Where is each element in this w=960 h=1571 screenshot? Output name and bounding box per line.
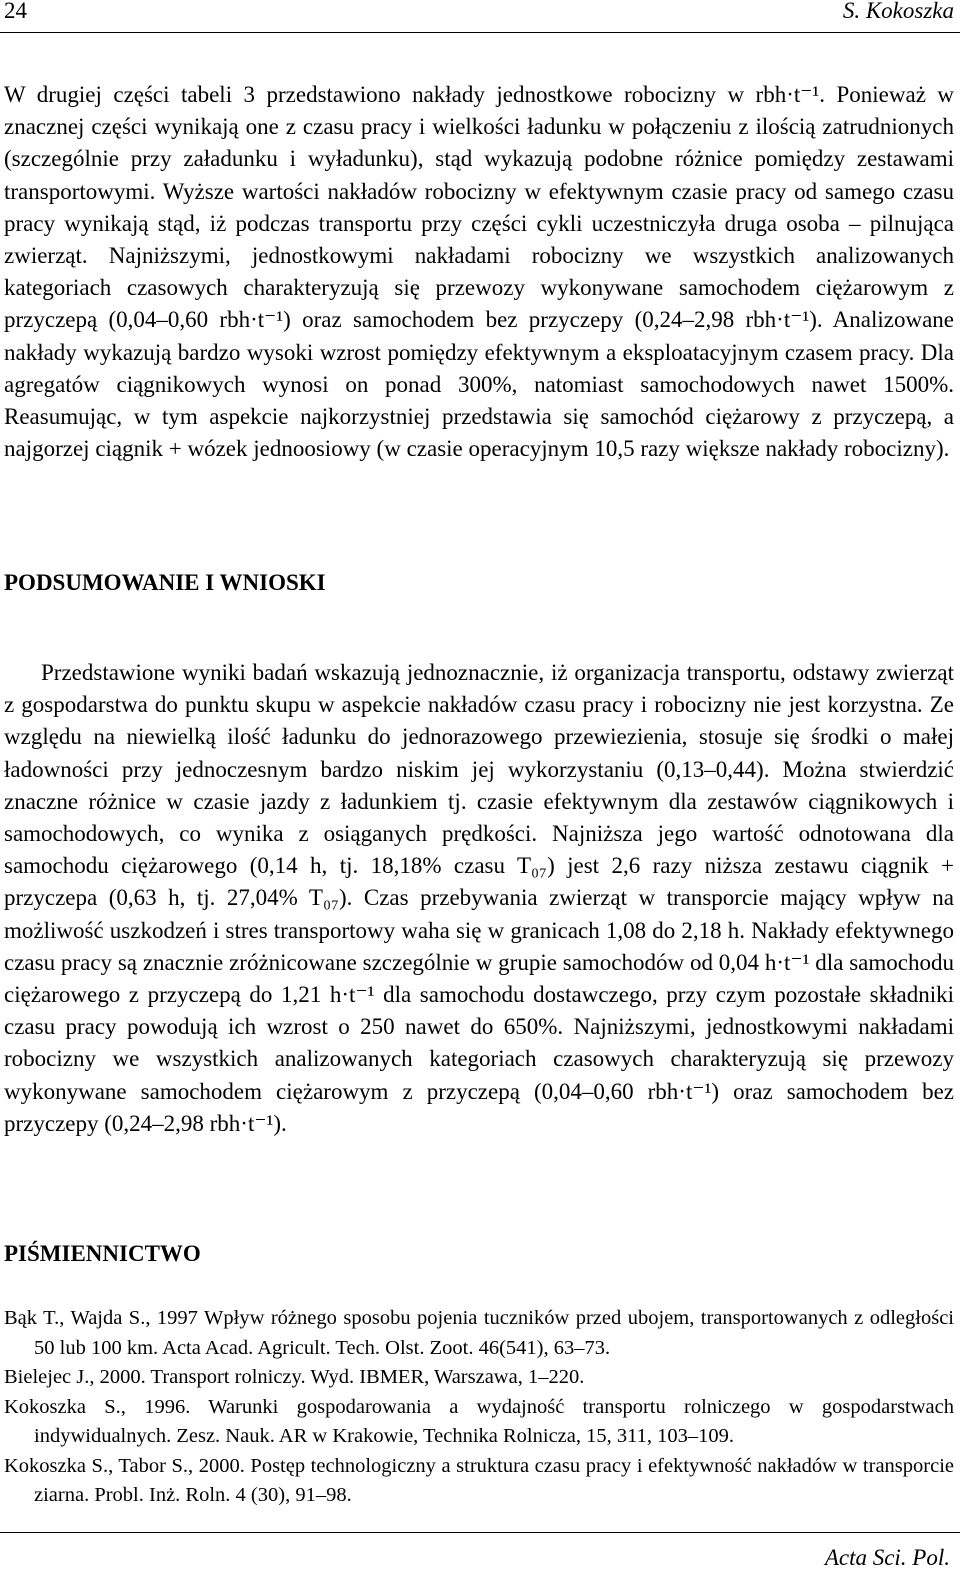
section-heading-references: PIŚMIENNICTWO (4, 1241, 201, 1266)
reference-item: Bielejec J., 2000. Transport rolniczy. Wyd. IBMER, Warszawa, 1–220. (4, 1366, 585, 1388)
page-number: 24 (4, 0, 27, 23)
body-paragraph-conclusions: Przedstawione wyniki badań wskazują jednoznacznie, iż organizacja transportu, odstawy zwierząt z gospodarstwa do punktu skupu w aspekcie nakładów czasu pracy i robocizny nie jest korzystna. Ze względu na niewielką ilość ładunku do jednorazowego przewiezienia, stosuje się środki o małej ładowności przy jednoczesnym bardzo niskim jej wykorzystaniu (0,13–0,44). Można stwierdzić znaczne różnice w czasie jazdy z ładunkiem tj. czasie efektywnym dla zestawów ciągnikowych i samochodowych, co wynika z osiąganych prędkości. Najniższa jego wartość odnotowana dla samochodu ciężarowego (0,14 h, tj. 18,18% czasu T₀₇) jest 2,6 razy niższa zestawu ciągnik + przyczepa (0,63 h, tj. 27,04% T₀₇). Czas przebywania zwierząt w transporcie mający wpływ na możliwość uszkodzeń i stres transportowy waha się w granicach 1,08 do 2,18 h. Nakłady efektywnego czasu pracy są znacznie zróżnicowane szczególnie w grupie samochodów od 0,04 h·t⁻¹ dla samochodu ciężarowego z przyczepą do 1,21 h·t⁻¹ dla samochodu dostawczego, przy czym pozostałe składniki czasu pracy powodują ich wzrost o 250 nawet do 650%. Najniższymi, jednostkowymi nakładami robocizny we wszystkich analizowanych kategoriach czasowych charakteryzują się przewozy wykonywane samochodem ciężarowym z przyczepą (0,04–0,60 rbh·t⁻¹) oraz samochodem bez przyczepy (0,24–2,98 rbh·t⁻¹). (4, 660, 954, 1136)
reference-list (4, 1304, 954, 1511)
running-head-author: S. Kokoszka (842, 0, 954, 23)
section-heading-conclusions: PODSUMOWANIE I WNIOSKI (4, 570, 326, 595)
reference-item: Bąk T., Wajda S., 1997 Wpływ różnego sposobu pojenia tuczników przed ubojem, transportowanych z odległości 50 lub 100 km. Acta Acad. Agricult. Tech. Olst. Zoot. 46(541), 63–73. (4, 1307, 954, 1359)
header-rule (0, 32, 960, 33)
footer-rule (0, 1532, 960, 1533)
reference-item: Kokoszka S., Tabor S., 2000. Postęp technologiczny a struktura czasu pracy i efektywność nakładów w transporcie ziarna. Probl. Inż. Roln. 4 (30), 91–98. (4, 1454, 954, 1506)
reference-item: Kokoszka S., 1996. Warunki gospodarowania a wydajność transportu rolniczego w gospodarstwach indywidualnych. Zesz. Nauk. AR w Krakowie, Technika Rolnicza, 15, 311, 103–109. (4, 1395, 954, 1447)
footer-journal-name: Acta Sci. Pol. (824, 1545, 950, 1570)
body-paragraph-table-discussion: W drugiej części tabeli 3 przedstawiono nakłady jednostkowe robocizny w rbh·t⁻¹. Ponieważ w znacznej części wynikają one z czasu pracy i wielkości ładunku w połączeniu z ilością zatrudnionych (szczególnie przy załadunku i wyładunku), stąd wykazują podobne różnice pomiędzy zestawami transportowymi. Wyższe wartości nakładów robocizny w efektywnym czasie pracy od samego czasu pracy wynikają stąd, iż podczas transportu przy części cykli uczestniczyła druga osoba – pilnująca zwierząt. Najniższymi, jednostkowymi nakładami robocizny we wszystkich analizowanych kategoriach czasowych charakteryzują się przewozy wykonywane samochodem ciężarowym z przyczepą (0,04–0,60 rbh·t⁻¹) oraz samochodem bez przyczepy (0,24–2,98 rbh·t⁻¹). Analizowane nakłady wykazują bardzo wysoki wzrost pomiędzy efektywnym a eksploatacyjnym czasem pracy. Dla agregatów ciągnikowych wynosi on ponad 300%, natomiast samochodowych nawet 1500%. Reasumując, w tym aspekcie najkorzystniej przedstawia się samochód ciężarowy z przyczepą, a najgorzej ciągnik + wózek jednoosiowy (w czasie operacyjnym 10,5 razy większe nakłady robocizny). (4, 82, 954, 462)
